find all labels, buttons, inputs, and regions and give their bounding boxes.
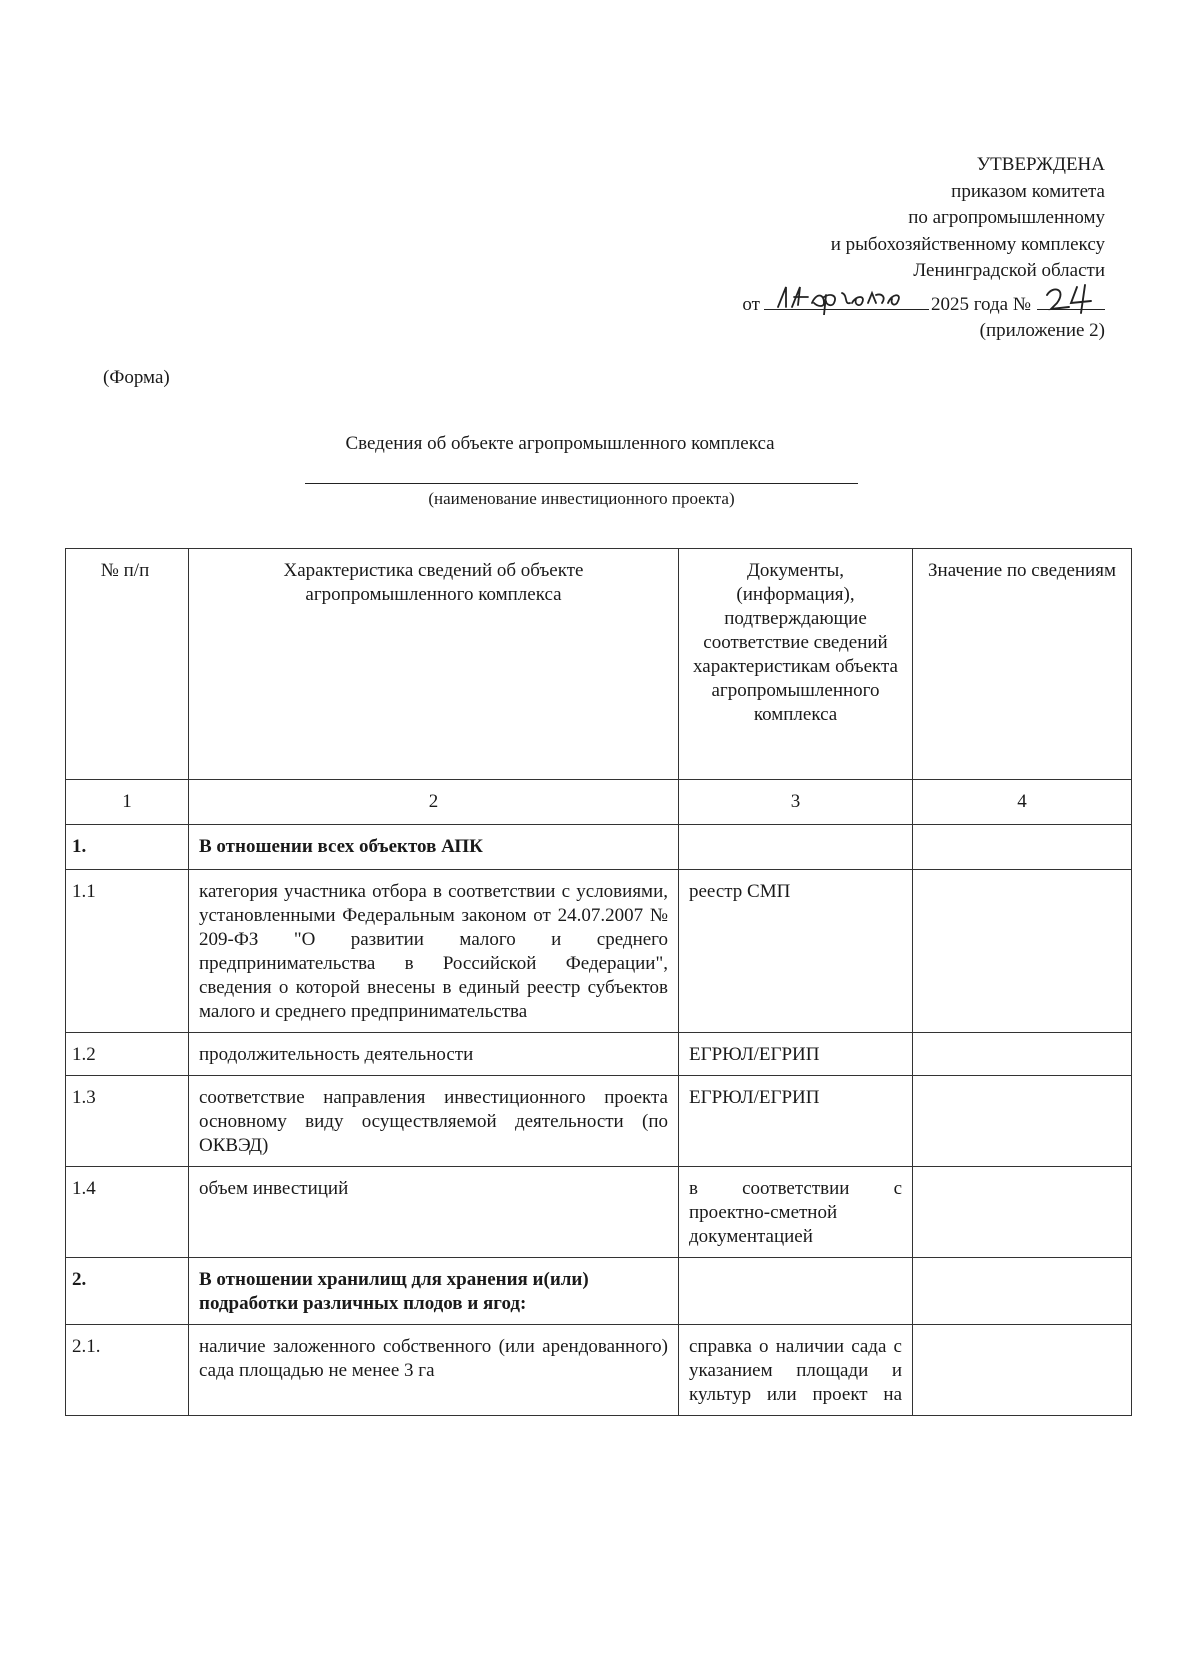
project-name-underline: [305, 483, 858, 484]
table-row: [66, 1325, 1132, 1416]
approval-line: Ленинградской области: [913, 260, 1105, 281]
table-header-row: [66, 549, 1132, 780]
row-doc: реестр СМП: [679, 870, 913, 1033]
handwritten-date: [764, 285, 929, 310]
row-text: соответствие направления инвестиционного проекта основному виду осуществляемой деятельности (по ОКВЭД): [189, 1076, 679, 1167]
row-number: 1.2: [66, 1033, 189, 1076]
approval-title: УТВЕРЖДЕНА: [976, 154, 1105, 175]
row-doc: [679, 1258, 913, 1325]
column-number-row: [66, 780, 1132, 825]
header-cell: № п/п: [66, 549, 189, 780]
row-value: [913, 1325, 1132, 1416]
header-cell: Документы, (информация), подтверждающие соответствие сведений характеристикам объекта агропромышленного комплекса: [679, 549, 913, 780]
row-number: 1.: [66, 825, 189, 870]
table-row: [66, 1076, 1132, 1167]
row-text: категория участника отбора в соответствии с условиями, установленными Федеральным законом от 24.07.2007 № 209-ФЗ "О развитии малого и среднего предпринимательства в Российской Федерации", сведения о которой внесены в единый реестр субъектов малого и среднего предпринимательства: [189, 870, 679, 1033]
row-value: [913, 1076, 1132, 1167]
form-label: (Форма): [103, 367, 170, 388]
column-number: 4: [913, 780, 1132, 825]
date-prefix: от: [742, 293, 760, 315]
info-table: [65, 548, 1132, 1416]
row-number: 1.3: [66, 1076, 189, 1167]
row-number: 2.: [66, 1258, 189, 1325]
row-value: [913, 870, 1132, 1033]
approval-line: по агропромышленному: [908, 207, 1105, 228]
row-text: В отношении всех объектов АПК: [189, 825, 679, 870]
row-value: [913, 825, 1132, 870]
row-doc: справка о наличии сада с указанием площади и культур или проект на: [679, 1325, 913, 1416]
row-doc: ЕГРЮЛ/ЕГРИП: [679, 1033, 913, 1076]
row-value: [913, 1167, 1132, 1258]
row-number: 1.1: [66, 870, 189, 1033]
approval-appendix: (приложение 2): [979, 320, 1105, 341]
approval-line: приказом комитета: [951, 180, 1105, 202]
approval-line: и рыбохозяйственному комплексу: [830, 233, 1105, 255]
approval-block: [585, 152, 1105, 345]
table-row: [66, 1167, 1132, 1258]
table-row: [66, 1258, 1132, 1325]
year-text: 2025 года №: [930, 293, 1031, 315]
row-value: [913, 1258, 1132, 1325]
column-number: 2: [189, 780, 679, 825]
row-doc: ЕГРЮЛ/ЕГРИП: [679, 1076, 913, 1167]
row-doc: [679, 825, 913, 870]
handwritten-number: [1037, 285, 1105, 310]
header-cell: Характеристика сведений об объекте агропромышленного комплекса: [189, 549, 679, 780]
row-text: объем инвестиций: [189, 1167, 679, 1258]
column-number: 3: [679, 780, 913, 825]
handwritten-number-ink: [1037, 281, 1105, 315]
document-subtitle: (наименование инвестиционного проекта): [428, 489, 735, 508]
row-text: наличие заложенного собственного (или арендованного) сада площадью не менее 3 га: [189, 1325, 679, 1416]
column-number: 1: [66, 780, 189, 825]
row-value: [913, 1033, 1132, 1076]
row-text: продолжительность деятельности: [189, 1033, 679, 1076]
approval-date-line: [585, 285, 1105, 319]
header-cell: Значение по сведениям: [913, 549, 1132, 780]
handwritten-date-ink: [764, 281, 929, 315]
document-title: Сведения об объекте агропромышленного комплекса: [345, 433, 775, 454]
row-text: В отношении хранилищ для хранения и(или) подработки различных плодов и ягод:: [189, 1258, 679, 1325]
table-row: [66, 1033, 1132, 1076]
table-row: [66, 825, 1132, 870]
row-number: 2.1.: [66, 1325, 189, 1416]
row-number: 1.4: [66, 1167, 189, 1258]
row-doc: в соответствии с проектно-сметной документацией: [679, 1167, 913, 1258]
table-row: [66, 870, 1132, 1033]
